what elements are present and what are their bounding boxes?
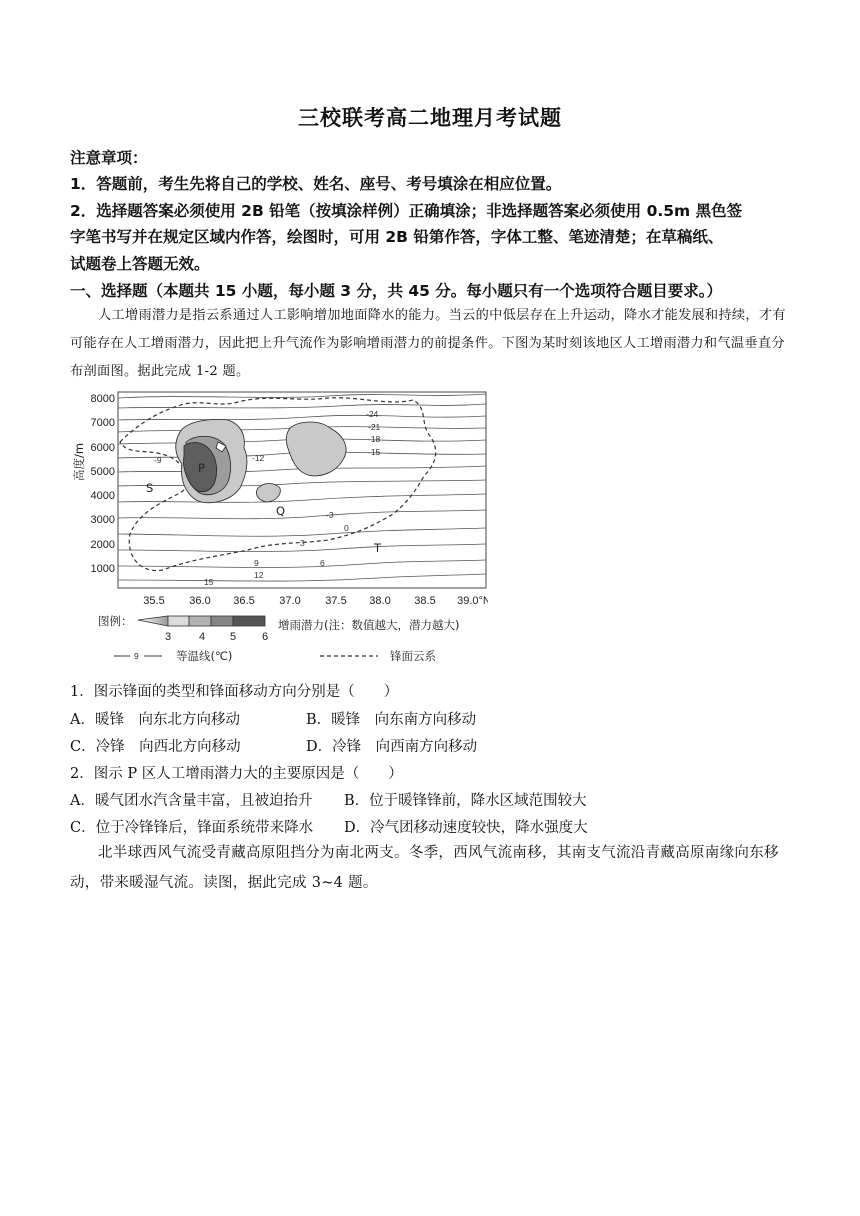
y-tick: 4000 xyxy=(90,490,115,502)
y-tick: 3000 xyxy=(90,514,115,526)
plot-frame xyxy=(118,392,486,588)
isotherm-label: -9 xyxy=(154,455,162,465)
question-2-option-d[interactable]: D．冷气团移动速度较快，降水强度大 xyxy=(344,820,588,836)
x-tick: 38.0 xyxy=(369,595,391,607)
legend-swatch-3 xyxy=(168,616,189,626)
legend-scale-value: 6 xyxy=(261,631,269,643)
legend-scale-wedge xyxy=(138,616,168,626)
y-axis-label: 高度/m xyxy=(72,442,86,482)
legend-swatch-4 xyxy=(189,616,211,626)
x-tick: 35.5 xyxy=(143,595,165,607)
question-2-option-c[interactable]: C．位于冷锋锋后，锋面系统带来降水 xyxy=(70,820,314,836)
section-intro-3-4: 北半球西风气流受青藏高原阻挡分为南北两支。冬季，西风气流南移，其南支气流沿青藏高原南缘向东移动，带来暖湿气流。读图，据此完成 3~4 题。 xyxy=(70,845,779,891)
legend-front-caption: 锋面云系 xyxy=(390,649,436,663)
question-1-option-b[interactable]: B．暖锋 向东南方向移动 xyxy=(306,712,477,728)
isotherm-label: -24 xyxy=(366,409,379,419)
legend-scale-value: 3 xyxy=(164,631,172,643)
notice-item-1: 1．答题前，考生先将自己的学校、姓名、座号、考号填涂在相应位置。 xyxy=(70,175,562,193)
cross-section-figure xyxy=(68,384,488,674)
y-tick: 8000 xyxy=(90,393,115,405)
legend-swatch-5 xyxy=(211,616,233,626)
question-2-option-b[interactable]: B．位于暖锋锋前，降水区域范围较大 xyxy=(344,793,587,809)
question-2-option-a[interactable]: A．暖气团水汽含量丰富，且被迫抬升 xyxy=(70,793,313,809)
isotherm-label: -12 xyxy=(252,453,265,463)
point-label-p: P xyxy=(198,461,205,475)
y-tick: 1000 xyxy=(90,563,115,575)
y-ticks xyxy=(91,393,115,575)
x-tick: 38.5 xyxy=(414,595,436,607)
notice-item-2-line-3: 试题卷上答题无效。 xyxy=(70,255,210,273)
isotherm-label: -21 xyxy=(368,422,381,432)
point-label-s: S xyxy=(146,481,154,495)
x-tick: 36.5 xyxy=(233,595,255,607)
legend-title: 图例： xyxy=(98,614,133,628)
x-tick: 36.0 xyxy=(189,595,211,607)
y-tick: 7000 xyxy=(90,417,115,429)
notice-item-2-line-2: 字笔书写并在规定区域内作答，绘图时，可用 2B 铅第作答，字体工整、笔迹清楚；在草稿纸、 xyxy=(70,228,724,246)
legend-scale-value: 4 xyxy=(198,631,206,643)
x-ticks xyxy=(143,595,488,607)
x-tick: 37.5 xyxy=(325,595,347,607)
question-1-option-a[interactable]: A．暖锋 向东北方向移动 xyxy=(70,712,240,728)
question-1-option-d[interactable]: D．冷锋 向西南方向移动 xyxy=(306,739,478,755)
question-2-stem: 2．图示 P 区人工增雨潜力大的主要原因是（ ） xyxy=(70,766,403,782)
notice-item-2-line-1: 2．选择题答案必须使用 2B 铅笔（按填涂样例）正确填涂；非选择题答案必须使用 0.5m 黑色签 xyxy=(70,202,743,220)
y-tick: 2000 xyxy=(90,539,115,551)
y-tick: 6000 xyxy=(90,442,115,454)
section-1-intro: 人工增雨潜力是指云系通过人工影响增加地面降水的能力。当云的中低层存在上升运动，降水才能发展和持续，才有可能存在人工增雨潜力，因此把上升气流作为影响增雨潜力的前提条件。下图为某时刻该地区人工增雨潜力和气温垂直分布剖面图。据此完成 1-2 题。 xyxy=(70,308,786,379)
notice-heading: 注意章项： xyxy=(70,149,148,167)
legend-isotherm-caption: 等温线(℃) xyxy=(176,649,233,663)
x-tick: 39.0°N xyxy=(457,595,488,607)
isotherm-label: -18 xyxy=(368,434,381,444)
isotherm-label: 9 xyxy=(254,558,259,568)
x-tick: 37.0 xyxy=(279,595,301,607)
isotherm-label: 6 xyxy=(320,558,325,568)
isotherm-label: 12 xyxy=(254,570,264,580)
page-title: 三校联考高二地理月考试题 xyxy=(298,106,562,130)
point-label-t: T xyxy=(374,541,382,555)
isotherm-label: -3 xyxy=(326,510,334,520)
isotherm-label: 15 xyxy=(204,577,214,587)
isotherm-label: -15 xyxy=(368,447,381,457)
y-tick: 5000 xyxy=(90,466,115,478)
point-label-q: Q xyxy=(276,504,286,518)
legend-scale-caption: 增雨潜力(注：数值越大，潜力越大) xyxy=(278,618,460,632)
legend-swatch-6 xyxy=(233,616,265,626)
isotherm-label: 3 xyxy=(300,538,305,548)
isotherm-label: 0 xyxy=(344,523,349,533)
legend-scale-value: 5 xyxy=(229,631,237,643)
legend-isotherm-sample: 9 xyxy=(134,651,139,661)
section-1-heading: 一、选择题（本题共 15 小题，每小题 3 分，共 45 分。每小题只有一个选项符合题目要求。） xyxy=(70,282,723,300)
question-1-stem: 1．图示锋面的类型和锋面移动方向分别是（ ） xyxy=(70,684,399,700)
legend xyxy=(98,614,459,663)
question-1-option-c[interactable]: C．冷锋 向西北方向移动 xyxy=(70,739,241,755)
cross-section-diagram xyxy=(68,384,488,674)
